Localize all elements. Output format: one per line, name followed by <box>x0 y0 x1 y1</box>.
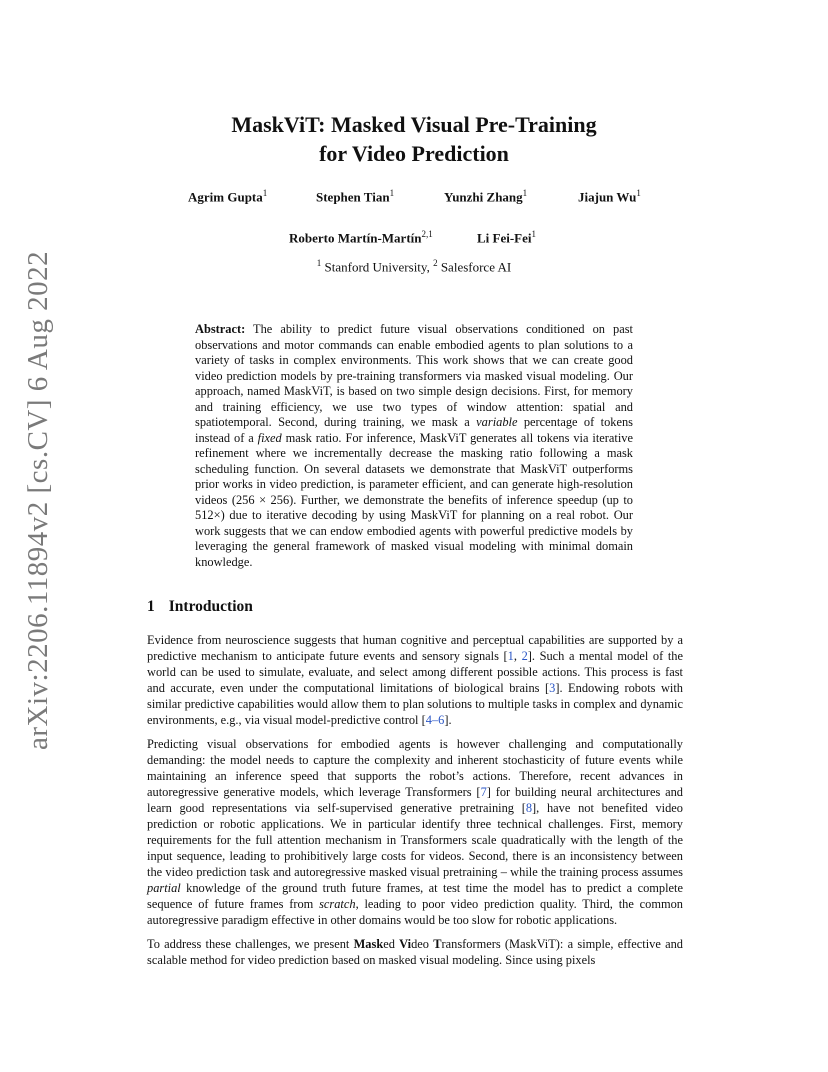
author-6 <box>477 229 536 246</box>
author-name: Yunzhi Zhang <box>444 189 523 205</box>
citation-link[interactable]: 8 <box>525 801 533 815</box>
author-4 <box>578 188 641 205</box>
citation-link[interactable]: 7 <box>480 785 487 799</box>
paragraph-text: To address these challenges, we present <box>147 937 354 951</box>
paragraph-2 <box>147 736 683 928</box>
affiliation-text: Salesforce AI <box>437 259 512 275</box>
paragraph-bold: Vi <box>399 937 412 951</box>
paragraph-text: ransformers (MaskViT): a simple, effective and scalable method for video prediction based on masked visual modeling. Since using pixels <box>147 937 683 967</box>
paragraph-text: , leading to poor video prediction quality. Third, the common autoregressive paradigm effective in other domains would be too slow for robotic applications. <box>147 897 683 927</box>
abstract-text: mask ratio. For inference, MaskViT generates all tokens via iterative refinement where we incrementally decrease the masking ratio following a mask scheduling function. On several datasets we demonstrate that MaskViT outperforms prior works in video prediction, is parameter efficient, and can generate high-resolution videos (256 × 256). Further, we demonstrate the benefits of inference speedup (up to 512×) due to iterative decoding by using MaskViT for planning on a real robot. Our work suggests that we can endow embodied agents with powerful predictive models by leveraging the general framework of masked visual modeling with minimal domain knowledge. <box>195 430 633 569</box>
abstract <box>195 322 633 570</box>
author-affiliation-mark: 1 <box>636 188 641 198</box>
author-3 <box>444 188 527 205</box>
citation-link[interactable]: 4–6 <box>425 713 445 727</box>
abstract-text: The ability to predict future visual observations conditioned on past observations and motor commands can enable embodied agents to plan solutions to a variety of tasks in complex environments. This work shows that we can create good video prediction models by pre-training transformers via masked visual modeling. Our approach, named MaskViT, is based on two simple design decisions. First, for memory and training efficiency, we use two types of window attention: spatial and spatiotemporal. Second, during training, we mask a <box>195 322 633 429</box>
affiliation-mark: 1 <box>316 258 322 268</box>
author-1 <box>188 188 267 205</box>
author-name: Roberto Martín-Martín <box>289 230 422 246</box>
affiliation-mark: 2 <box>433 258 438 268</box>
title-line-1: MaskViT: Masked Visual Pre-Training <box>231 112 597 137</box>
paragraph-1 <box>147 632 683 728</box>
paragraph-text: ], have not benefited video prediction or robotic applications. We in particular identify three technical challenges. First, memory requirements for the full attention mechanism in Transformers scale quadratically with the length of the input sequence, leading to prohibitively large costs for videos. Second, there is an inconsistency between the video prediction task and autoregressive masked visual pretraining – while the training process assumes <box>147 801 683 879</box>
abstract-emphasis: fixed <box>257 430 282 445</box>
paragraph-text: ]. Endowing robots with similar predictive capabilities would allow them to plan solutions to multiple tasks in complex and dynamic environments, e.g., via visual model-predictive control [ <box>147 681 683 727</box>
title-line-2: for Video Prediction <box>319 141 509 166</box>
author-affiliation-mark: 1 <box>389 188 395 198</box>
paragraph-text: ] for building neural architectures and learn good representations via self-supervised generative pretraining [ <box>147 785 683 815</box>
paragraph-text: ed <box>383 937 400 951</box>
paragraph-text: , <box>513 649 522 663</box>
paragraph-text: deo <box>411 937 434 951</box>
paragraph-text: ]. Such a mental model of the world can be used to simulate, evaluate, and select among different possible actions. This process is fast and accurate, even under the computational limitations of biological brains [ <box>147 649 683 695</box>
paragraph-text: knowledge of the ground truth future frames, at test time the model has to predict a complete sequence of future frames from <box>147 881 683 911</box>
paragraph-bold: Mask <box>353 937 384 951</box>
citation-link[interactable]: 2 <box>521 649 528 663</box>
author-name: Li Fei-Fei <box>477 230 532 246</box>
author-name: Jiajun Wu <box>578 189 637 205</box>
affiliation-text: Stanford University, <box>321 259 434 275</box>
section-title: Introduction <box>168 598 253 615</box>
paragraph-text: Predicting visual observations for embodied agents is however challenging and computationally demanding: the model needs to capture the complexity and inherent stochasticity of future events while maintaining an inference speed that supports the robot’s actions. Therefore, recent advances in autoregressive generative models, which leverage Transformers [ <box>147 737 683 799</box>
paper-title <box>0 110 828 168</box>
citation-link[interactable]: 3 <box>549 681 556 695</box>
paragraph-text: ]. <box>444 713 452 727</box>
author-affiliation-mark: 1 <box>522 188 528 198</box>
section-heading-introduction <box>147 598 253 616</box>
paragraph-emphasis: partial <box>147 881 181 895</box>
author-name: Agrim Gupta <box>188 189 263 205</box>
author-affiliation-mark: 2,1 <box>421 229 433 239</box>
citation-link[interactable]: 1 <box>507 649 514 663</box>
paragraph-text: Evidence from neuroscience suggests that human cognitive and perceptual capabilities are supported by a predictive mechanism to anticipate future events and sensory signals [ <box>147 633 683 663</box>
affiliations <box>0 258 828 275</box>
arxiv-identifier-stamp: arXiv:2206.11894v2 [cs.CV] 6 Aug 2022 <box>22 250 54 750</box>
introduction-body <box>147 632 683 976</box>
author-2 <box>316 188 394 205</box>
paragraph-bold: T <box>433 937 442 951</box>
section-number: 1 <box>147 598 155 615</box>
author-affiliation-mark: 1 <box>531 229 537 239</box>
abstract-text: percentage of tokens instead of a <box>195 415 633 445</box>
author-affiliation-mark: 1 <box>262 188 268 198</box>
abstract-emphasis: variable <box>476 415 518 429</box>
abstract-label: Abstract: <box>195 322 246 336</box>
author-name: Stephen Tian <box>316 189 390 205</box>
paragraph-emphasis: scratch <box>319 897 356 911</box>
paragraph-3 <box>147 936 683 968</box>
author-5 <box>289 229 433 246</box>
